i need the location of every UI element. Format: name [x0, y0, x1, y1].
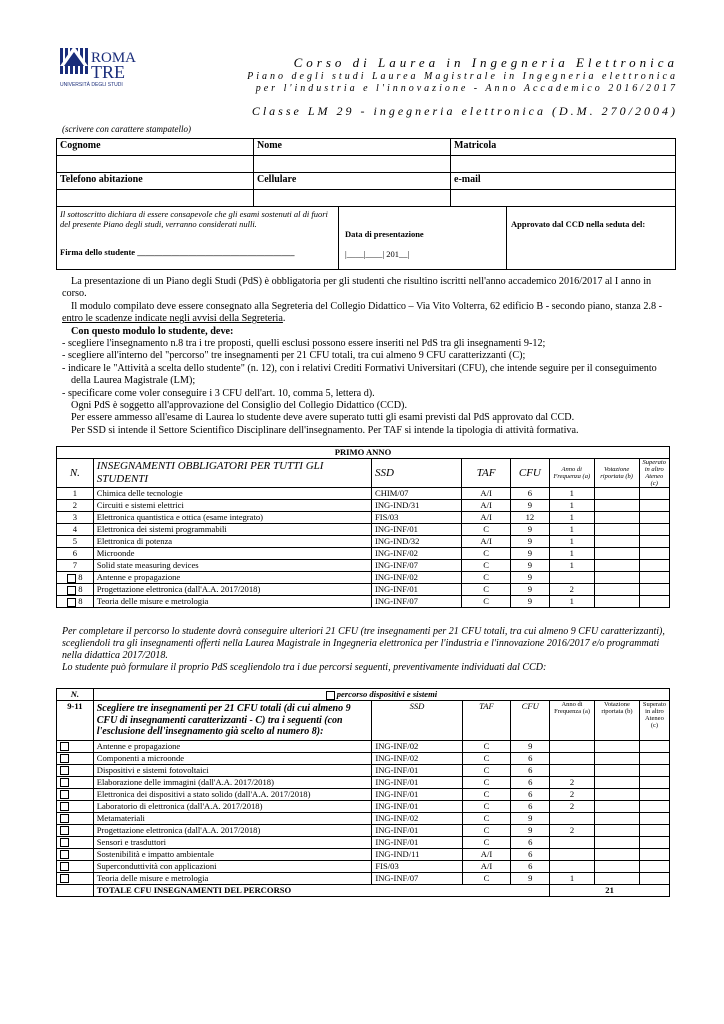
course-votazione[interactable] [594, 560, 639, 572]
percorso-col-taf: TAF [462, 701, 511, 741]
course-ssd: ING-INF/01 [372, 764, 462, 776]
course-superato[interactable] [639, 740, 669, 752]
course-cfu: 9 [510, 500, 549, 512]
percorso-col-frequenza: Anno di Frequenza (a) [550, 701, 595, 741]
bullet-3: - indicare le "Attività a scelta dello studente" (n. 12), con i relativi Crediti Formativi Universitari (CFU), che intende seguire per il conseguimento della Laurea Magistrale (LM); [62, 362, 657, 387]
course-name: Circuiti e sistemi elettrici [93, 500, 371, 512]
course-anno[interactable] [550, 764, 595, 776]
course-votazione[interactable] [594, 536, 639, 548]
course-name: Elettronica quantistica e ottica (esame integrato) [93, 512, 371, 524]
course-anno[interactable]: 1 [549, 500, 594, 512]
email-label: e-mail [451, 173, 676, 190]
total-value: 21 [550, 884, 670, 896]
course-ssd: CHIM/07 [371, 488, 461, 500]
col-ssd: SSD [371, 459, 461, 488]
telefono-field[interactable] [57, 190, 254, 207]
course-name: Solid state measuring devices [93, 560, 371, 572]
checkbox[interactable] [60, 838, 69, 847]
course-ssd: ING-INF/01 [371, 584, 461, 596]
course-votazione[interactable] [594, 872, 639, 884]
table-row [57, 836, 670, 848]
col-cfu: CFU [510, 459, 549, 488]
row-n: 3 [72, 512, 77, 522]
firma-label[interactable]: Firma dello studente _____________________________________ [60, 247, 295, 257]
table-row [57, 524, 670, 536]
course-votazione[interactable] [594, 776, 639, 788]
course-cfu: 6 [511, 800, 550, 812]
course-taf: C [462, 764, 511, 776]
percorso-checkbox[interactable] [326, 691, 335, 700]
course-superato[interactable] [639, 824, 669, 836]
table-row [57, 740, 670, 752]
data-presentazione-field[interactable]: |____|____| 201__| [345, 249, 410, 259]
course-superato[interactable] [639, 488, 669, 500]
table-row [57, 848, 670, 860]
course-anno[interactable]: 1 [549, 524, 594, 536]
col-superato: Superato in altro Ateneo (c) [639, 459, 669, 488]
checkbox[interactable] [60, 826, 69, 835]
course-name: Teoria delle misure e metrologia [93, 596, 371, 608]
course-ssd: ING-INF/01 [371, 524, 461, 536]
row-n: 4 [72, 524, 77, 534]
percorso-col-cfu: CFU [511, 701, 550, 741]
course-cfu: 6 [510, 488, 549, 500]
cellulare-label: Cellulare [254, 173, 451, 190]
course-anno[interactable]: 1 [549, 560, 594, 572]
percorso-range: 9-11 [57, 701, 94, 741]
approvazione-paragraph: Ogni PdS è soggetto all'approvazione del Consiglio del Collegio Didattico (CCD). [71, 400, 407, 412]
course-taf: C [462, 584, 511, 596]
course-superato[interactable] [639, 848, 669, 860]
course-anno[interactable]: 2 [550, 800, 595, 812]
course-name: Sensori e trasduttori [93, 836, 372, 848]
course-superato[interactable] [639, 548, 669, 560]
table-row [57, 788, 670, 800]
course-ssd: ING-INF/07 [371, 596, 461, 608]
declaration-text: Il sottoscritto dichiara di essere consapevole che gli esami sostenuti al di fuori del presente Piano degli studi, verranno considerati nulli. [60, 209, 328, 229]
course-superato[interactable] [639, 752, 669, 764]
course-votazione[interactable] [594, 824, 639, 836]
bullet-2: - scegliere all'interno del "percorso" tre insegnamenti per 21 CFU totali, tra cui almeno 9 CFU caratterizzanti (C); [62, 350, 526, 362]
course-superato[interactable] [639, 872, 669, 884]
row-checkbox-cell[interactable] [57, 860, 94, 872]
logo-roma: ROMA [91, 50, 137, 66]
course-superato[interactable] [639, 596, 669, 608]
course-name: Superconduttività con applicazioni [93, 860, 372, 872]
course-name: Antenne e propagazione [93, 740, 372, 752]
row-checkbox-cell[interactable] [57, 788, 94, 800]
course-superato[interactable] [639, 812, 669, 824]
percorsi-text: Lo studente può formulare il proprio PdS scegliendolo tra i due percorsi seguenti, preventivamente individuati dal CCD: [62, 662, 547, 673]
header-classe: Classe LM 29 - ingegneria elettronica (D.M. 270/2004) [251, 104, 678, 118]
ssd-taf-paragraph: Per SSD si intende il Settore Scientifico Disciplinare dell'insegnamento. Per TAF si intende la tipologia di attività formativa. [71, 424, 579, 436]
percorso-desc: Scegliere tre insegnamenti per 21 CFU totali (di cui almeno 9 CFU di insegnamenti caratterizzanti - C) tra i seguenti (con l'esclusione dell'insegnamento già scelto al numero 8): [93, 701, 372, 741]
course-votazione[interactable] [594, 800, 639, 812]
course-ssd: FIS/03 [372, 860, 462, 872]
row-n: 6 [72, 548, 77, 558]
course-ssd: ING-INF/01 [372, 836, 462, 848]
course-name: Laboratorio di elettronica (dall'A.A. 2017/2018) [93, 800, 372, 812]
table-row [57, 572, 670, 584]
course-superato[interactable] [639, 836, 669, 848]
completamento-paragraph [62, 626, 674, 674]
course-superato[interactable] [639, 788, 669, 800]
row-n: 8 [78, 572, 83, 582]
university-logo [58, 44, 138, 104]
row-checkbox-cell[interactable] [57, 848, 94, 860]
course-votazione[interactable] [594, 500, 639, 512]
course-name: Elettronica di potenza [93, 536, 371, 548]
course-superato[interactable] [639, 512, 669, 524]
cellulare-field[interactable] [254, 190, 451, 207]
matricola-field[interactable] [451, 156, 676, 173]
table-row [57, 812, 670, 824]
row-n: 2 [72, 500, 77, 510]
course-taf: C [462, 824, 511, 836]
course-ssd: FIS/03 [371, 512, 461, 524]
row-checkbox-cell[interactable] [57, 752, 94, 764]
course-votazione[interactable] [594, 524, 639, 536]
table-row [57, 584, 670, 596]
course-cfu: 6 [511, 776, 550, 788]
row-checkbox-cell[interactable] [57, 824, 94, 836]
modulo-heading: Con questo modulo lo studente, deve: [71, 325, 234, 337]
course-anno[interactable]: 2 [550, 824, 595, 836]
row-checkbox-cell[interactable] [57, 776, 94, 788]
primo-anno-title: PRIMO ANNO [57, 447, 670, 459]
course-taf: C [462, 812, 511, 824]
row-number [57, 500, 94, 512]
row-number[interactable] [57, 584, 94, 596]
course-anno[interactable]: 1 [549, 536, 594, 548]
row-checkbox-cell[interactable] [57, 800, 94, 812]
checkbox[interactable] [60, 754, 69, 763]
course-taf: C [462, 740, 511, 752]
course-cfu: 6 [511, 860, 550, 872]
course-taf: A/I [462, 512, 511, 524]
col-taf: TAF [462, 459, 511, 488]
checkbox[interactable] [67, 586, 76, 595]
course-taf: A/I [462, 536, 511, 548]
checkbox[interactable] [67, 598, 76, 607]
completamento-text: Per completare il percorso lo studente dovrà conseguire ulteriori 21 CFU (tre insegnamenti per 21 CFU totali, tra cui almeno 9 CFU caratterizzanti), scegliendoli tra gli insegnamenti offerti nella Laurea Magistrale in Ingegneria elettronica per l'industria e l'innovazione 2016/2017 e/o programmati nella didattica 2017/2018. [62, 626, 665, 661]
data-presentazione-label: Data di presentazione [345, 229, 424, 239]
course-votazione[interactable] [594, 584, 639, 596]
course-name: Progettazione elettronica (dall'A.A. 2017/2018) [93, 584, 371, 596]
course-cfu: 9 [510, 536, 549, 548]
row-n: 1 [72, 488, 77, 498]
row-n: 7 [72, 560, 77, 570]
course-anno[interactable] [550, 812, 595, 824]
row-number[interactable] [57, 572, 94, 584]
course-votazione[interactable] [594, 812, 639, 824]
course-cfu: 6 [511, 752, 550, 764]
course-name: Elaborazione delle immagini (dall'A.A. 2017/2018) [93, 776, 372, 788]
course-anno[interactable]: 2 [550, 776, 595, 788]
course-ssd: ING-INF/07 [371, 560, 461, 572]
col-n: N. [57, 459, 94, 488]
course-ssd: ING-INF/07 [372, 872, 462, 884]
cognome-field[interactable] [57, 156, 254, 173]
table-row [57, 752, 670, 764]
table-row [57, 800, 670, 812]
percorso-col-superato: Superato in altro Ateneo (c) [639, 701, 669, 741]
row-number[interactable] [57, 596, 94, 608]
bullet-1: - scegliere l'insegnamento n.8 tra i tre proposti, quelli esclusi possono essere inseriti nel PdS tra gli insegnamenti 9-12; [62, 338, 546, 350]
course-ssd: ING-INF/01 [372, 776, 462, 788]
col-insegnamenti: INSEGNAMENTI OBBLIGATORI PER TUTTI GLI STUDENTI [93, 459, 371, 488]
row-checkbox-cell[interactable] [57, 812, 94, 824]
row-checkbox-cell[interactable] [57, 764, 94, 776]
percorso-col-votazione: Votazione riportata (b) [594, 701, 639, 741]
intro-paragraph: La presentazione di un Piano degli Studi (PdS) è obbligatoria per gli studenti che risultino iscritti nell'anno accademico 2016/2017 al I anno in corso. [62, 276, 652, 300]
consegna-paragraph: Il modulo compilato deve essere consegnato alla Segreteria del Collegio Didattico – Via Vito Volterra, 62 edificio B - secondo piano, stanza 2.8 - entro le scadenze indicate negli avvisi della Segreteria. [62, 300, 663, 325]
esame-laurea-paragraph: Per essere ammesso all'esame di Laurea lo studente deve avere superato tutti gli esami previsti dal PdS approvato dal CCD. [71, 412, 575, 424]
course-cfu: 9 [511, 872, 550, 884]
checkbox[interactable] [60, 850, 69, 859]
course-name: Elettronica dei sistemi programmabili [93, 524, 371, 536]
checkbox[interactable] [60, 742, 69, 751]
table-row [57, 872, 670, 884]
row-number [57, 536, 94, 548]
course-superato[interactable] [639, 800, 669, 812]
total-blank [57, 884, 94, 896]
course-superato[interactable] [639, 584, 669, 596]
instructions [62, 276, 677, 437]
checkbox[interactable] [60, 790, 69, 799]
course-anno[interactable]: 1 [549, 548, 594, 560]
course-votazione[interactable] [594, 740, 639, 752]
logo-universita: UNIVERSITÀ DEGLI STUDI [60, 82, 123, 88]
stampatello-note: (scrivere con carattere stampatello) [62, 124, 192, 134]
primo-anno-table [56, 446, 670, 608]
checkbox[interactable] [60, 862, 69, 871]
checkbox[interactable] [60, 778, 69, 787]
course-ssd: ING-INF/01 [372, 800, 462, 812]
course-name: Metamateriali [93, 812, 372, 824]
email-field[interactable] [451, 190, 676, 207]
course-cfu: 9 [510, 596, 549, 608]
course-votazione[interactable] [594, 836, 639, 848]
approvato-label: Approvato dal CCD nella seduta del: [511, 219, 646, 229]
course-votazione[interactable] [594, 572, 639, 584]
table-row [57, 548, 670, 560]
course-ssd: ING-INF/01 [372, 824, 462, 836]
course-anno[interactable]: 1 [549, 596, 594, 608]
course-cfu: 6 [511, 836, 550, 848]
course-name: Progettazione elettronica (dall'A.A. 2017/2018) [93, 824, 372, 836]
nome-label: Nome [254, 139, 451, 156]
course-ssd: ING-INF/01 [372, 788, 462, 800]
course-superato[interactable] [639, 524, 669, 536]
course-ssd: ING-INF/02 [372, 752, 462, 764]
course-votazione[interactable] [594, 488, 639, 500]
row-checkbox-cell[interactable] [57, 740, 94, 752]
course-taf: C [462, 788, 511, 800]
course-votazione[interactable] [594, 548, 639, 560]
course-cfu: 9 [510, 548, 549, 560]
logo-tre: TRE [91, 62, 125, 82]
checkbox[interactable] [67, 574, 76, 583]
course-cfu: 9 [510, 584, 549, 596]
course-ssd: ING-IND/11 [372, 848, 462, 860]
course-ssd: ING-INF/02 [371, 548, 461, 560]
header-line2: Piano degli studi Laurea Magistrale in Ingegneria elettronica [247, 71, 678, 82]
table-row [57, 500, 670, 512]
course-cfu: 9 [510, 524, 549, 536]
course-ssd: ING-INF/02 [372, 812, 462, 824]
col-votazione: Votazione riportata (b) [594, 459, 639, 488]
percorso-col-ssd: SSD [372, 701, 462, 741]
course-name: Sostenibilità e impatto ambientale [93, 848, 372, 860]
course-taf: A/I [462, 860, 511, 872]
course-cfu: 6 [511, 788, 550, 800]
declaration-box [56, 206, 676, 270]
telefono-label: Telefono abitazione [57, 173, 254, 190]
course-superato[interactable] [639, 572, 669, 584]
course-cfu: 9 [511, 824, 550, 836]
course-name: Microonde [93, 548, 371, 560]
course-cfu: 9 [511, 740, 550, 752]
course-name: Teoria delle misure e metrologia [93, 872, 372, 884]
table-row [57, 764, 670, 776]
course-anno[interactable] [550, 836, 595, 848]
course-anno[interactable]: 1 [550, 872, 595, 884]
percorso-col-n: N. [57, 689, 94, 701]
checkbox[interactable] [60, 874, 69, 883]
course-cfu: 9 [510, 560, 549, 572]
table-row [57, 560, 670, 572]
course-anno[interactable] [549, 572, 594, 584]
course-anno[interactable] [550, 752, 595, 764]
checkbox[interactable] [60, 814, 69, 823]
course-votazione[interactable] [594, 764, 639, 776]
course-name: Elettronica dei dispositivi a stato solido (dall'A.A. 2017/2018) [93, 788, 372, 800]
table-row [57, 596, 670, 608]
course-superato[interactable] [639, 776, 669, 788]
course-votazione[interactable] [594, 860, 639, 872]
bullet-4: - specificare come voler conseguire i 3 CFU dell'art. 10, comma 5, lettera d). [62, 387, 375, 399]
header-title: Corso di Laurea in Ingegneria Elettronica [293, 55, 678, 70]
course-taf: C [462, 572, 511, 584]
course-votazione[interactable] [594, 752, 639, 764]
course-anno[interactable] [550, 848, 595, 860]
course-name: Componenti a microonde [93, 752, 372, 764]
course-ssd: ING-INF/02 [371, 572, 461, 584]
course-name: Dispositivi e sistemi fotovoltaici [93, 764, 372, 776]
percorso-title[interactable]: percorso dispositivi e sistemi [93, 689, 669, 701]
course-taf: C [462, 836, 511, 848]
table-row [57, 512, 670, 524]
course-votazione[interactable] [594, 596, 639, 608]
course-anno[interactable]: 2 [550, 788, 595, 800]
course-ssd: ING-IND/32 [371, 536, 461, 548]
course-taf: C [462, 752, 511, 764]
course-cfu: 6 [511, 848, 550, 860]
course-taf: C [462, 548, 511, 560]
checkbox[interactable] [60, 766, 69, 775]
row-checkbox-cell[interactable] [57, 872, 94, 884]
row-n: 8 [78, 584, 83, 594]
course-superato[interactable] [639, 860, 669, 872]
course-anno[interactable] [550, 860, 595, 872]
course-superato[interactable] [639, 560, 669, 572]
course-taf: C [462, 596, 511, 608]
matricola-label: Matricola [451, 139, 676, 156]
course-cfu: 6 [511, 764, 550, 776]
course-cfu: 9 [510, 572, 549, 584]
course-taf: C [462, 560, 511, 572]
row-n: 5 [72, 536, 77, 546]
course-taf: C [462, 524, 511, 536]
row-number [57, 548, 94, 560]
course-votazione[interactable] [594, 848, 639, 860]
row-number [57, 512, 94, 524]
course-cfu: 9 [511, 812, 550, 824]
course-superato[interactable] [639, 536, 669, 548]
course-taf: C [462, 800, 511, 812]
course-anno[interactable] [550, 740, 595, 752]
row-number [57, 488, 94, 500]
row-number [57, 560, 94, 572]
table-row [57, 488, 670, 500]
header-line3: per l'industria e l'innovazione - Anno Accademico 2016/2017 [255, 83, 678, 94]
course-anno[interactable]: 1 [549, 512, 594, 524]
course-superato[interactable] [639, 764, 669, 776]
course-ssd: ING-INF/02 [372, 740, 462, 752]
checkbox[interactable] [60, 802, 69, 811]
student-info-table [56, 138, 676, 207]
table-row [57, 824, 670, 836]
course-taf: C [462, 776, 511, 788]
course-cfu: 12 [510, 512, 549, 524]
col-frequenza: Anno di Frequenza (a) [549, 459, 594, 488]
course-votazione[interactable] [594, 512, 639, 524]
course-ssd: ING-IND/31 [371, 500, 461, 512]
row-number [57, 524, 94, 536]
table-row [57, 536, 670, 548]
course-taf: A/I [462, 500, 511, 512]
course-name: Chimica delle tecnologie [93, 488, 371, 500]
course-superato[interactable] [639, 500, 669, 512]
total-label: TOTALE CFU INSEGNAMENTI DEL PERCORSO [93, 884, 549, 896]
nome-field[interactable] [254, 156, 451, 173]
percorso-table [56, 688, 670, 897]
course-taf: A/I [462, 488, 511, 500]
course-votazione[interactable] [594, 788, 639, 800]
course-taf: C [462, 872, 511, 884]
course-taf: A/I [462, 848, 511, 860]
row-checkbox-cell[interactable] [57, 836, 94, 848]
course-name: Antenne e propagazione [93, 572, 371, 584]
table-row [57, 776, 670, 788]
table-row [57, 860, 670, 872]
row-n: 8 [78, 596, 83, 606]
course-anno[interactable]: 2 [549, 584, 594, 596]
cognome-label: Cognome [57, 139, 254, 156]
scadenze-link: entro le scadenze indicate negli avvisi della Segreteria [62, 313, 283, 325]
course-anno[interactable]: 1 [549, 488, 594, 500]
